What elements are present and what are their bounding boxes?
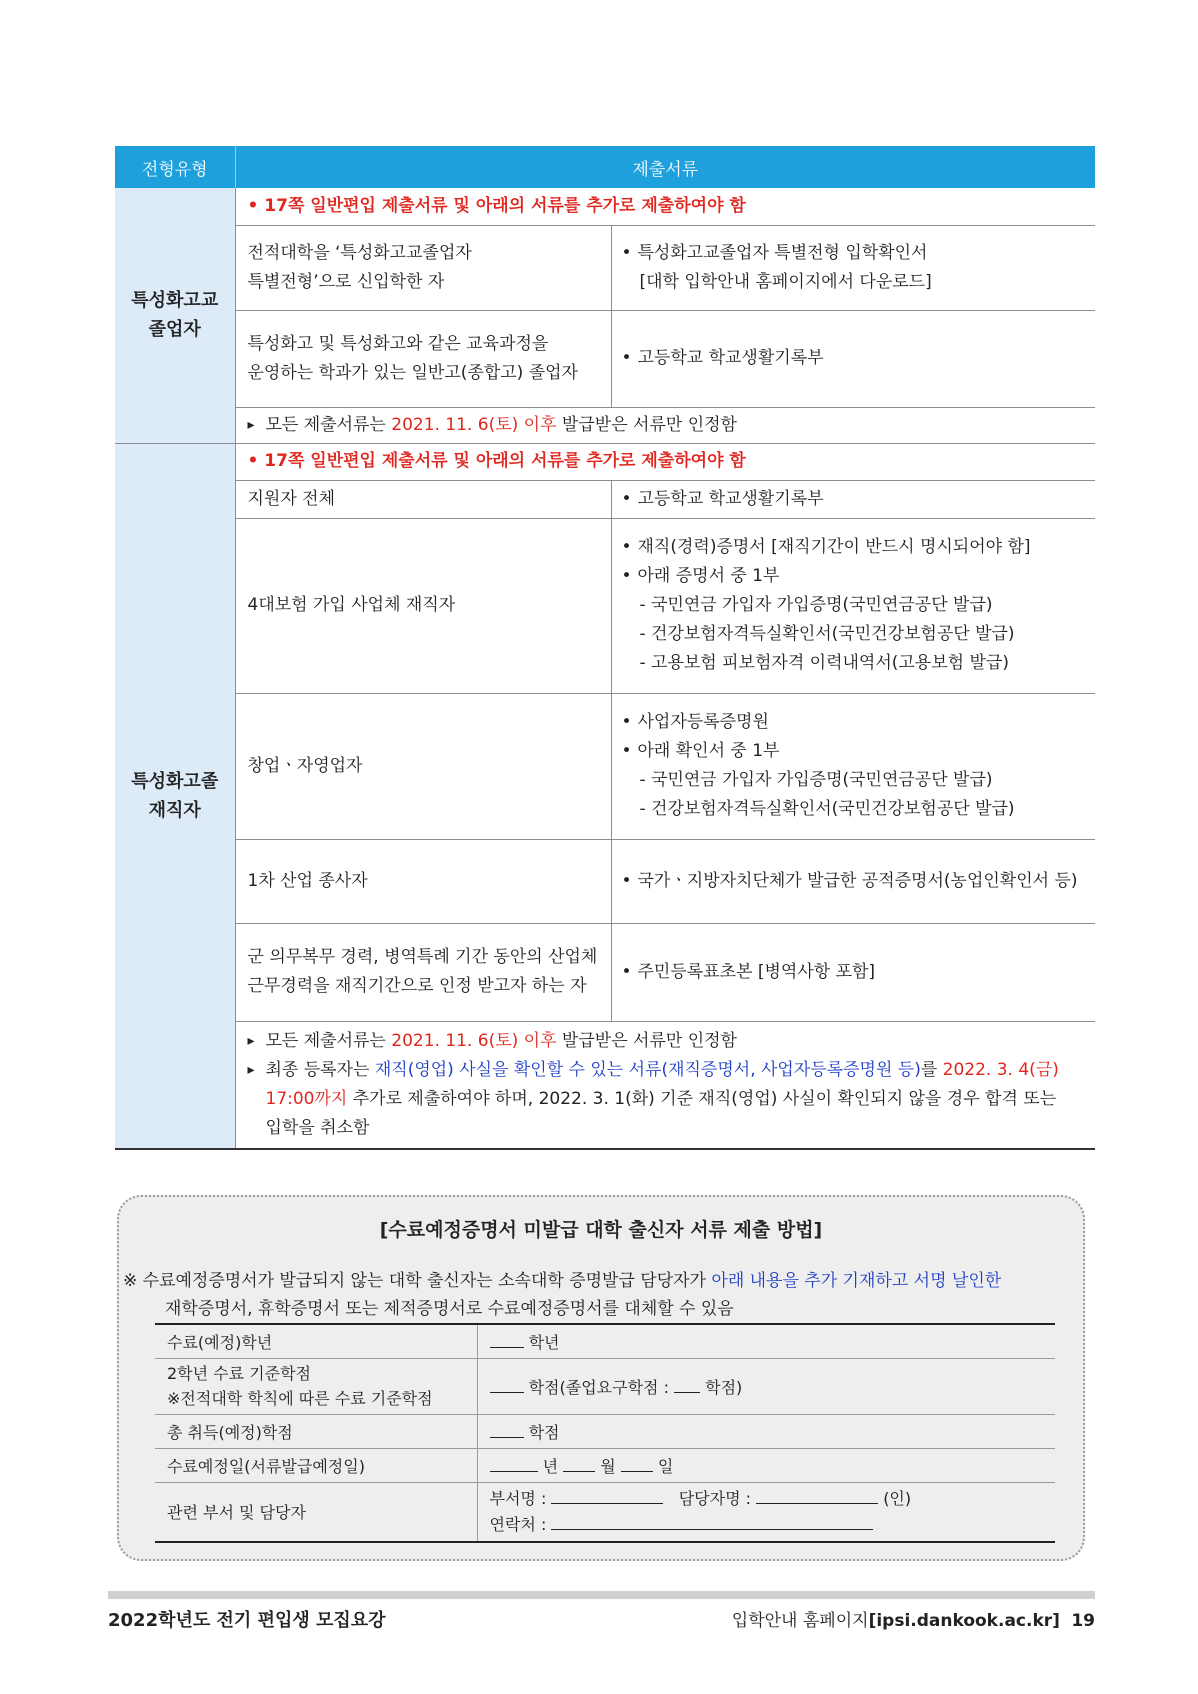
group1-cond-1: 전적대학을 ‘특성화고교졸업자 특별전형’으로 신입학한 자 (235, 225, 611, 310)
group2-doc-selfemployed: • 사업자등록증명원 • 아래 확인서 중 1부 - 국민연금 가입자 가입증명(국민연금공단 발급) - 건강보험자격득실확인서(국민건강보험공단 발급) (611, 693, 1095, 839)
header-type: 전형유형 (115, 146, 235, 188)
group1-doc-1: • 특성화고교졸업자 특별전형 입학확인서 [대학 입학안내 홈페이지에서 다운로드] (611, 225, 1095, 310)
group1-notice: • 17쪽 일반편입 제출서류 및 아래의 서류를 추가로 제출하여야 함 (235, 188, 1095, 225)
group2-cond-insured: 4대보험 가입 사업체 재직자 (235, 518, 611, 693)
group1-footnote: ▸ 모든 제출서류는 2021. 11. 6(토) 이후 발급받은 서류만 인정함 (235, 407, 1095, 443)
group2-doc-primary: • 국가ㆍ지방자치단체가 발급한 공적증명서(농업인확인서 등) (611, 839, 1095, 923)
field-total-credit-value: 학점 (477, 1414, 1055, 1448)
footer-url: [ipsi.dankook.ac.kr] (868, 1611, 1060, 1631)
group2-notice: • 17쪽 일반편입 제출서류 및 아래의 서류를 추가로 제출하여야 함 (235, 443, 1095, 480)
field-total-credit-label: 총 취득(예정)학점 (155, 1414, 477, 1448)
group1-cond-2: 특성화고 및 특성화고와 같은 교육과정을 운영하는 학과가 있는 일반고(종합고) 졸업자 (235, 310, 611, 407)
page-number: 19 (1071, 1611, 1095, 1631)
group2-doc-insured: • 재직(경력)증명서 [재직기간이 반드시 명시되어야 함] • 아래 증명서 중 1부 - 국민연금 가입자 가입증명(국민연금공단 발급) - 건강보험자격득실확인서(국민건강보험공단 발급) - 고용보험 피보험자격 이력내역서(고용보험 발급) (611, 518, 1095, 693)
field-date-value: 년 월 일 (477, 1448, 1055, 1482)
type-cell-employee: 특성화고졸 재직자 (115, 443, 235, 1149)
group1-doc-2: • 고등학교 학교생활기록부 (611, 310, 1095, 407)
footer-title: 2022학년도 전기 편입생 모집요강 (108, 1610, 386, 1631)
field-credit-label: 2학년 수료 기준학점 ※전적대학 학칙에 따른 수료 기준학점 (155, 1358, 477, 1414)
box-title: [수료예정증명서 미발급 대학 출신자 서류 제출 방법] (379, 1219, 823, 1241)
group2-cond-primary: 1차 산업 종사자 (235, 839, 611, 923)
field-contact-value: 부서명 : 담당자명 : (인) 연락처 : (489, 1488, 912, 1534)
field-year-label: 수료(예정)학년 (155, 1324, 477, 1358)
type-cell-grad: 특성화고교 졸업자 (115, 188, 235, 443)
box-note: ※ 수료예정증명서가 발급되지 않는 대학 출신자는 소속대학 증명발급 담당자가 아래 내용을 추가 기재하고 서명 날인한 재학증명서, 휴학증명서 또는 제적증명서로 수료예정증명서를 대체할 수 있음 (123, 1271, 1002, 1319)
certificate-fields-table (155, 1323, 1055, 1543)
group2-doc-all: • 고등학교 학교생활기록부 (611, 480, 1095, 518)
group2-footnotes: ▸ 모든 제출서류는 2021. 11. 6(토) 이후 발급받은 서류만 인정함 ▸ 최종 등록자는 재직(영업) 사실을 확인할 수 있는 서류(재직증명서, 사업자등록증명원 등)를 2022. 3. 4(금) 17:00까지 추가로 제출하여야 하며, 2022. 3. 1(화) 기준 재직(영업) 사실이 확인되지 않을 경우 합격 또는 입학을 취소함 (235, 1021, 1095, 1149)
field-contact-label: 관련 부서 및 담당자 (155, 1482, 477, 1542)
header-docs: 제출서류 (235, 146, 1095, 188)
certificate-guide-box (117, 1195, 1085, 1561)
footer-site: 입학안내 홈페이지[ipsi.dankook.ac.kr] 19 (731, 1611, 1095, 1631)
group2-cond-all: 지원자 전체 (235, 480, 611, 518)
field-credit-value: 학점(졸업요구학점 : 학점) (477, 1358, 1055, 1414)
group2-cond-military: 군 의무복무 경력, 병역특례 기간 동안의 산업체 근무경력을 재직기간으로 인정 받고자 하는 자 (235, 923, 611, 1021)
group2-cond-selfemployed: 창업ㆍ자영업자 (235, 693, 611, 839)
field-year-value: 학년 (477, 1324, 1055, 1358)
field-date-label: 수료예정일(서류발급예정일) (155, 1448, 477, 1482)
group2-doc-military: • 주민등록표초본 [병역사항 포함] (611, 923, 1095, 1021)
submission-docs-table (115, 146, 1095, 1150)
footer-divider (108, 1591, 1095, 1599)
